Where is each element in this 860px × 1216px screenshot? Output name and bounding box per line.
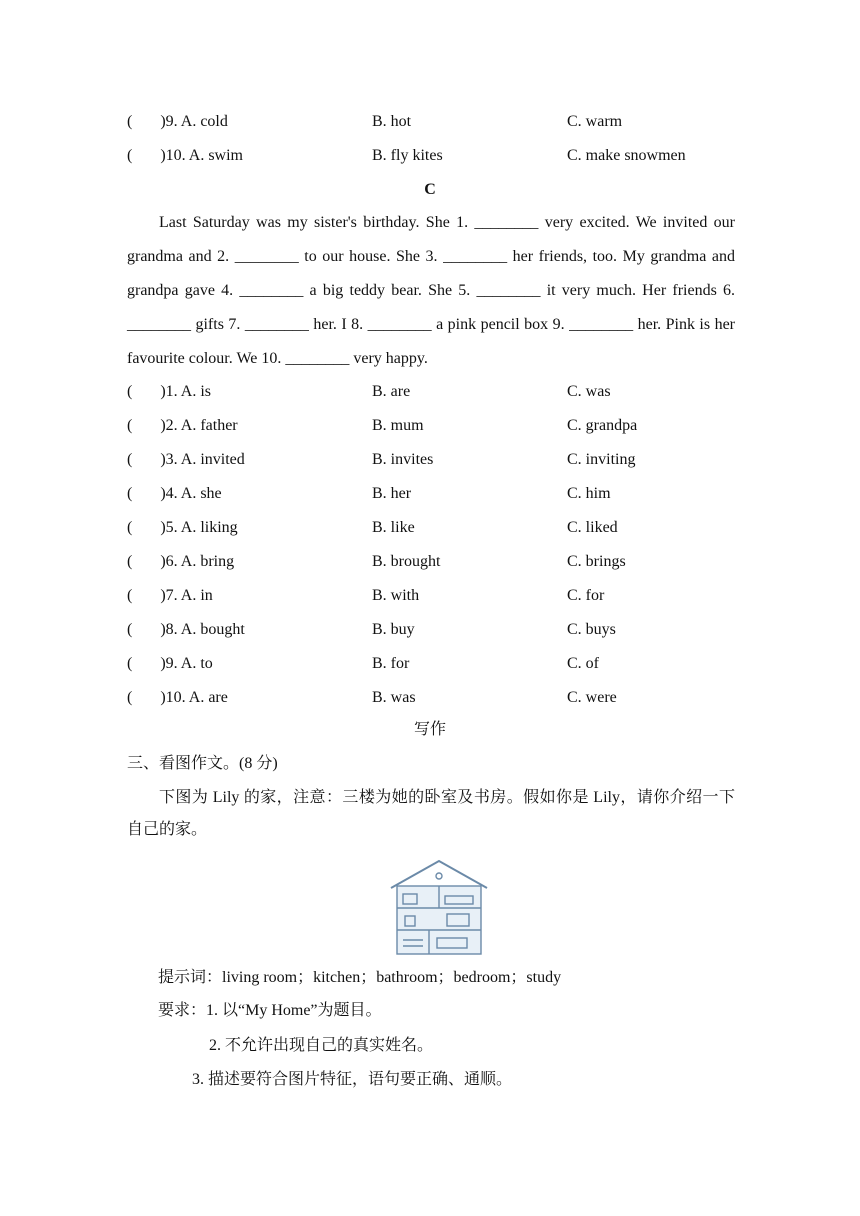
option-c: C. grandpa [567, 417, 638, 434]
option-b: B. hot [372, 113, 412, 130]
requirement-3: 3. 描述要符合图片特征，语句要正确、通顺。 [192, 1071, 513, 1088]
passage-text: Last Saturday was my sister's birthday. She 1. ________ very excited. We invited our grandma and 2. ________ to our house. She 3. ________ her friends, too. My grandma and grandpa gave 4. ________ a big teddy bear. She 5. ________ it very much. Her friends 6. ________ gifts 7. ________ her. I 8. ________ a pink pencil box 9. ________ her. Pink is her favourite colour. We 10. ________ very happy. [127, 214, 735, 367]
option-b: B. her [372, 485, 412, 502]
question-number-option-a: ( )1. A. is [127, 383, 211, 400]
question-number-option-a: ( )7. A. in [127, 587, 213, 604]
option-b: B. was [372, 689, 416, 706]
writing-intro [127, 782, 735, 846]
option-c: C. brings [567, 553, 626, 570]
option-c: C. buys [567, 621, 616, 638]
option-b: B. with [372, 587, 420, 604]
option-b: B. buy [372, 621, 415, 638]
section-title: 三、看图作文。(8 分) [127, 755, 278, 772]
question-number-option-a: ( )2. A. father [127, 417, 238, 434]
option-c: C. inviting [567, 451, 636, 468]
question-number-option-a: ( )3. A. invited [127, 451, 245, 468]
cloze-passage [127, 206, 735, 376]
question-number-option-a: ( )10. A. swim [127, 147, 243, 164]
option-b: B. brought [372, 553, 441, 570]
option-b: B. like [372, 519, 415, 536]
writing-heading: 写作 [413, 721, 446, 738]
option-c: C. were [567, 689, 617, 706]
house-icon [389, 858, 489, 956]
option-b: B. fly kites [372, 147, 443, 164]
house-cutaway-illustration [389, 858, 489, 956]
requirement-2: 2. 不允许出现自己的真实姓名。 [209, 1037, 434, 1054]
question-number-option-a: ( )6. A. bring [127, 553, 235, 570]
question-number-option-a: ( )10. A. are [127, 689, 228, 706]
option-c: C. liked [567, 519, 618, 536]
question-number-option-a: ( )4. A. she [127, 485, 222, 502]
option-c: C. was [567, 383, 611, 400]
option-b: B. mum [372, 417, 424, 434]
option-b: B. are [372, 383, 411, 400]
question-number-option-a: ( )8. A. bought [127, 621, 245, 638]
question-number-option-a: ( )9. A. cold [127, 113, 228, 130]
hint-words: 提示词：living room；kitchen；bathroom；bedroom；study [158, 969, 562, 986]
option-c: C. warm [567, 113, 623, 130]
option-b: B. for [372, 655, 410, 672]
question-number-option-a: ( )9. A. to [127, 655, 213, 672]
requirement-1: 要求：1. 以“My Home”为题目。 [158, 1002, 382, 1019]
option-c: C. of [567, 655, 599, 672]
option-b: B. invites [372, 451, 434, 468]
section-c-heading: C [424, 181, 436, 198]
intro-text: 下图为 Lily 的家，注意：三楼为她的卧室及书房。假如你是 Lily，请你介绍一下自己的家。 [127, 789, 735, 838]
option-c: C. make snowmen [567, 147, 686, 164]
question-number-option-a: ( )5. A. liking [127, 519, 238, 536]
option-c: C. for [567, 587, 605, 604]
option-c: C. him [567, 485, 611, 502]
